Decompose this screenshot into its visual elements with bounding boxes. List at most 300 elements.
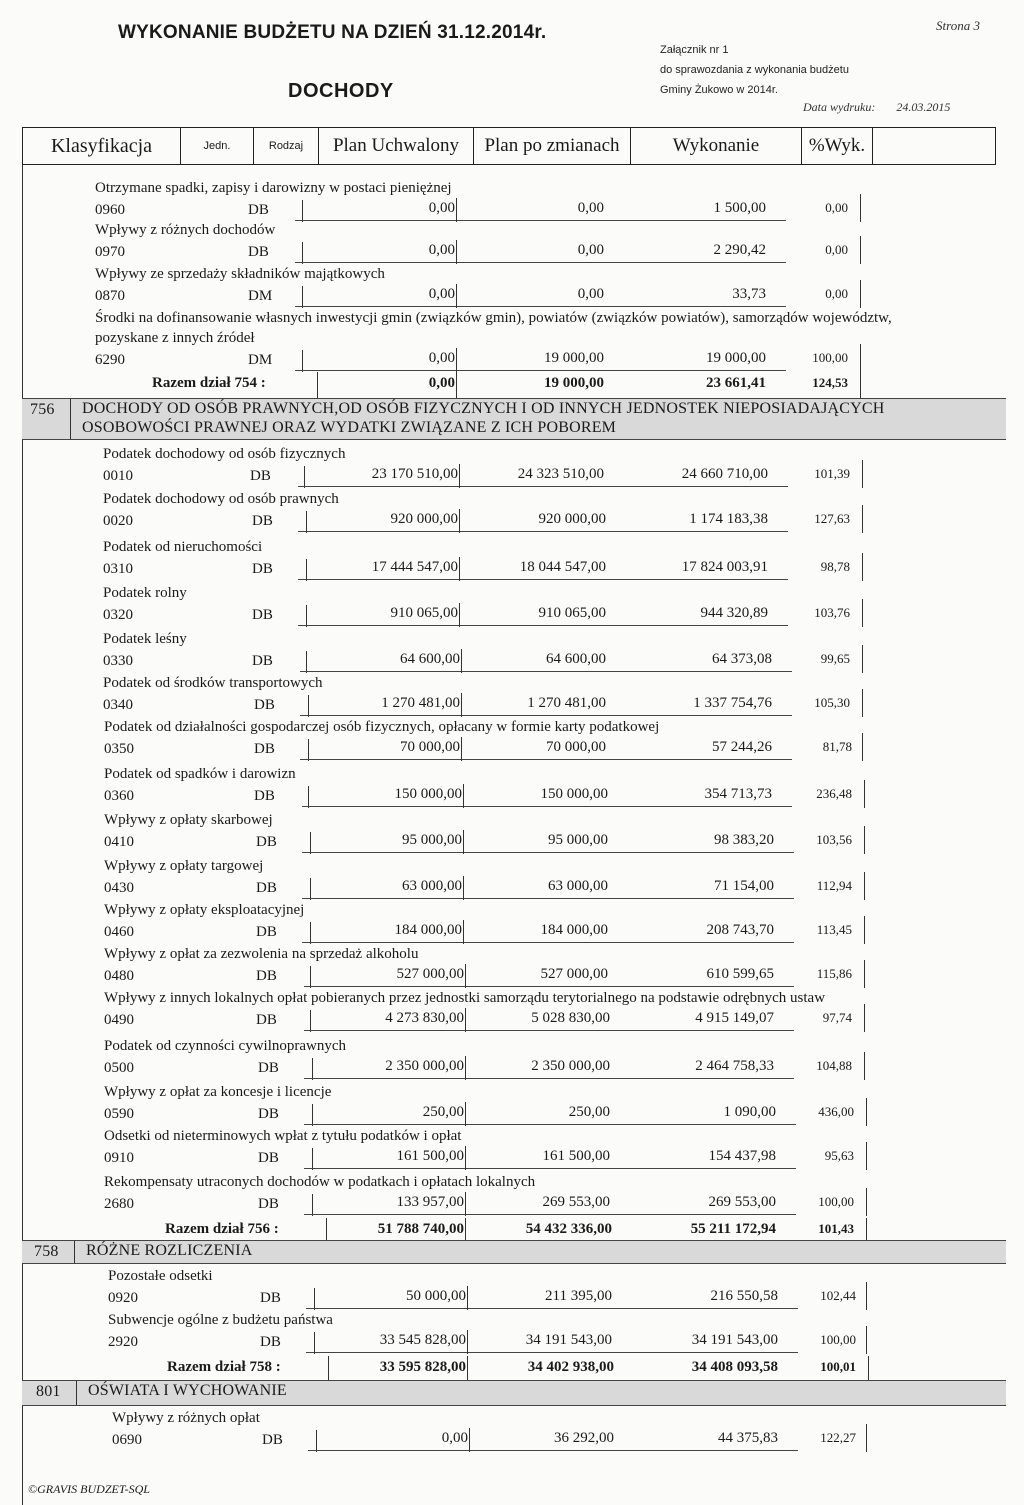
row-percent: 112,94 xyxy=(816,878,852,893)
row-description: Wpływy z opłaty eksploatacyjnej xyxy=(104,902,305,918)
row-percent: 0,00 xyxy=(825,242,848,257)
col-klasyfikacja: Klasyfikacja xyxy=(23,128,181,164)
row-underline xyxy=(300,715,792,716)
column-divider xyxy=(467,1286,468,1310)
row-underline xyxy=(302,942,794,943)
row-plan-modified: 24 323 510,00 xyxy=(517,466,604,482)
row-kind: DM xyxy=(248,352,273,368)
table-row xyxy=(0,585,1024,631)
total-label: Razem dział 756 : xyxy=(165,1221,279,1237)
table-row xyxy=(0,766,1024,812)
row-percent: 0,00 xyxy=(825,200,848,215)
row-execution: 98 383,20 xyxy=(714,832,774,848)
section-number: 758 xyxy=(34,1243,59,1260)
footer-software: ©GRAVIS BUDZET-SQL xyxy=(28,1482,150,1496)
row-description: Wpływy z opłaty targowej xyxy=(104,858,264,874)
row-kind: DM xyxy=(248,288,273,304)
print-date-value: 24.03.2015 xyxy=(896,100,951,114)
row-kind: DB xyxy=(258,1150,279,1166)
column-divider xyxy=(465,964,466,988)
table-row xyxy=(0,719,1024,765)
row-description: Podatek dochodowy od osób prawnych xyxy=(103,491,339,507)
row-plan-modified: 910 065,00 xyxy=(538,605,606,621)
total-execution: 23 661,41 xyxy=(706,375,766,391)
row-plan: 150 000,00 xyxy=(394,786,462,802)
row-description: Wpływy z różnych dochodów xyxy=(95,222,276,238)
column-divider xyxy=(314,1288,315,1310)
row-execution: 944 320,89 xyxy=(700,605,768,621)
row-percent: 99,65 xyxy=(820,651,850,666)
row-percent: 105,30 xyxy=(814,695,850,710)
total-percent: 100,01 xyxy=(820,1359,856,1374)
row-underline xyxy=(300,759,792,760)
row-underline xyxy=(302,898,794,899)
row-kind: DB xyxy=(256,968,277,984)
col-wykonanie: Wykonanie xyxy=(631,128,802,164)
table-row xyxy=(0,902,1024,948)
column-divider xyxy=(312,1058,313,1080)
column-divider xyxy=(456,198,457,222)
row-description: Otrzymane spadki, zapisy i darowizny w postaci pieniężnej xyxy=(95,180,452,196)
column-divider xyxy=(459,603,460,627)
row-code: 0590 xyxy=(104,1106,134,1122)
row-code: 0340 xyxy=(103,697,133,713)
row-plan-modified: 0,00 xyxy=(577,200,604,216)
row-description: Wpływy z opłat za zezwolenia na sprzedaż alkoholu xyxy=(104,946,419,962)
row-code: 0310 xyxy=(103,561,133,577)
row-plan-modified: 95 000,00 xyxy=(548,832,608,848)
section-header xyxy=(22,1380,1006,1406)
row-underline xyxy=(295,370,786,371)
row-code: 0410 xyxy=(104,834,134,850)
row-description: Subwencje ogólne z budżetu państwa xyxy=(108,1312,333,1328)
table-row xyxy=(0,946,1024,992)
total-label: Razem dział 758 : xyxy=(167,1359,281,1375)
row-underline xyxy=(295,306,786,307)
row-plan: 70 000,00 xyxy=(400,739,460,755)
row-plan-modified: 0,00 xyxy=(577,286,604,302)
row-underline xyxy=(306,1308,798,1309)
table-row xyxy=(0,990,1024,1036)
row-kind: DB xyxy=(256,834,277,850)
column-divider xyxy=(465,1056,466,1080)
column-divider xyxy=(459,557,460,581)
row-underline xyxy=(304,1124,796,1125)
row-kind: DB xyxy=(256,880,277,896)
row-plan: 64 600,00 xyxy=(400,651,460,667)
column-divider xyxy=(467,1330,468,1354)
column-divider xyxy=(308,739,309,761)
table-row xyxy=(0,858,1024,904)
row-plan-modified: 2 350 000,00 xyxy=(531,1058,610,1074)
total-plan-modified: 34 402 938,00 xyxy=(527,1359,614,1375)
row-execution: 24 660 710,00 xyxy=(681,466,768,482)
row-plan-modified: 184 000,00 xyxy=(540,922,608,938)
column-divider xyxy=(465,1192,466,1216)
row-code: 0330 xyxy=(103,653,133,669)
print-date-label: Data wydruku: xyxy=(803,100,876,114)
row-plan: 0,00 xyxy=(428,242,455,258)
column-divider xyxy=(312,1104,313,1126)
row-kind: DB xyxy=(260,1290,281,1306)
row-plan-modified: 63 000,00 xyxy=(548,878,608,894)
row-execution: 71 154,00 xyxy=(714,878,774,894)
table-row xyxy=(0,1312,1024,1358)
row-percent: 127,63 xyxy=(814,511,850,526)
document-title: WYKONANIE BUDŻETU NA DZIEŃ 31.12.2014r. xyxy=(118,22,547,43)
row-description: Odsetki od nieterminowych wpłat z tytułu podatków i opłat xyxy=(104,1128,462,1144)
column-divider xyxy=(302,200,303,222)
column-divider xyxy=(860,280,861,308)
table-row xyxy=(0,812,1024,858)
row-plan-modified: 0,00 xyxy=(577,242,604,258)
column-divider xyxy=(860,344,861,372)
total-plan-modified: 54 432 336,00 xyxy=(525,1221,612,1237)
column-divider xyxy=(862,553,863,581)
col-pct: %Wyk. xyxy=(802,128,873,164)
row-underline xyxy=(304,1078,794,1079)
row-plan: 0,00 xyxy=(428,286,455,302)
section-divider xyxy=(70,399,71,439)
total-plan-modified: 19 000,00 xyxy=(544,375,604,391)
column-divider xyxy=(459,509,460,533)
column-divider xyxy=(302,242,303,264)
row-underline xyxy=(306,1352,798,1353)
table-row xyxy=(0,631,1024,677)
annex-line-3: Gminy Żukowo w 2014r. xyxy=(660,84,778,96)
row-underline xyxy=(298,579,788,580)
section-title: OŚWIATA I WYCHOWANIE xyxy=(88,1382,287,1399)
column-divider xyxy=(864,780,865,808)
total-percent: 101,43 xyxy=(818,1221,854,1236)
row-plan-modified: 250,00 xyxy=(568,1104,610,1120)
row-code: 0910 xyxy=(104,1150,134,1166)
row-execution: 269 553,00 xyxy=(708,1194,776,1210)
table-row xyxy=(0,491,1024,537)
row-plan-modified: 36 292,00 xyxy=(554,1430,614,1446)
section-header xyxy=(22,398,1006,440)
row-plan-modified: 5 028 830,00 xyxy=(531,1010,610,1026)
row-percent: 100,00 xyxy=(812,350,848,365)
section-title-cont: OSOBOWOŚCI PRAWNEJ ORAZ WYDATKI ZWIĄZANE Z ICH POBOREM xyxy=(82,419,617,436)
row-plan-modified: 70 000,00 xyxy=(546,739,606,755)
row-execution: 1 174 183,38 xyxy=(689,511,768,527)
row-percent: 100,00 xyxy=(818,1194,854,1209)
column-divider xyxy=(860,372,861,398)
total-plan: 0,00 xyxy=(428,375,455,391)
table-row xyxy=(0,675,1024,721)
row-plan-modified: 18 044 547,00 xyxy=(519,559,606,575)
row-plan-modified: 527 000,00 xyxy=(540,966,608,982)
print-date xyxy=(803,100,950,115)
row-code: 0500 xyxy=(104,1060,134,1076)
row-code: 0320 xyxy=(103,607,133,623)
row-execution: 2 290,42 xyxy=(713,242,766,258)
row-underline xyxy=(298,531,788,532)
row-plan-modified: 150 000,00 xyxy=(540,786,608,802)
row-plan: 50 000,00 xyxy=(406,1288,466,1304)
column-divider xyxy=(862,505,863,533)
column-divider xyxy=(866,1326,867,1354)
row-plan: 95 000,00 xyxy=(402,832,462,848)
column-divider xyxy=(461,693,462,717)
row-percent: 103,56 xyxy=(816,832,852,847)
row-execution: 57 244,26 xyxy=(712,739,772,755)
col-plan-uchwalony: Plan Uchwalony xyxy=(319,128,474,164)
table-row xyxy=(0,1038,1024,1084)
row-kind: DB xyxy=(256,924,277,940)
row-plan-modified: 1 270 481,00 xyxy=(527,695,606,711)
column-divider xyxy=(866,1098,867,1126)
column-divider xyxy=(463,876,464,900)
row-code: 0360 xyxy=(104,788,134,804)
total-plan: 51 788 740,00 xyxy=(377,1221,464,1237)
table-row xyxy=(0,1410,1024,1456)
row-execution: 208 743,70 xyxy=(706,922,774,938)
column-divider xyxy=(866,1188,867,1216)
row-percent: 97,74 xyxy=(822,1010,852,1025)
column-divider xyxy=(310,878,311,900)
row-description: Wpływy z opłat za koncesje i licencje xyxy=(104,1084,332,1100)
table-row xyxy=(0,266,1024,312)
row-execution: 2 464 758,33 xyxy=(695,1058,774,1074)
column-divider xyxy=(469,1428,470,1452)
row-percent: 81,78 xyxy=(822,739,852,754)
column-divider xyxy=(465,1102,466,1126)
column-divider xyxy=(864,1052,865,1080)
column-divider xyxy=(465,1008,466,1032)
row-underline xyxy=(304,1214,796,1215)
row-plan: 63 000,00 xyxy=(402,878,462,894)
total-percent: 124,53 xyxy=(812,375,848,390)
column-divider xyxy=(456,240,457,264)
row-execution: 19 000,00 xyxy=(706,350,766,366)
row-code: 0020 xyxy=(103,513,133,529)
row-underline xyxy=(300,671,792,672)
section-divider xyxy=(74,1241,75,1263)
row-code: 0870 xyxy=(95,288,125,304)
row-execution: 44 375,83 xyxy=(718,1430,778,1446)
row-underline xyxy=(298,486,788,487)
row-kind: DB xyxy=(256,1012,277,1028)
row-plan: 250,00 xyxy=(422,1104,464,1120)
column-divider xyxy=(306,605,307,627)
column-divider xyxy=(456,348,457,372)
row-description: Podatek od działalności gospodarczej osób fizycznych, opłacany w formie karty podatkowej xyxy=(104,719,660,735)
document-subtitle: DOCHODY xyxy=(288,80,394,102)
column-divider xyxy=(302,350,303,372)
row-plan: 0,00 xyxy=(428,350,455,366)
row-kind: DB xyxy=(250,468,271,484)
column-divider xyxy=(306,651,307,673)
table-row xyxy=(0,1128,1024,1174)
column-divider xyxy=(864,1004,865,1032)
row-underline xyxy=(295,220,786,221)
row-execution: 64 373,08 xyxy=(712,651,772,667)
row-code: 0960 xyxy=(95,202,125,218)
column-divider xyxy=(456,372,457,398)
section-header xyxy=(22,1240,1006,1264)
column-divider xyxy=(328,1356,329,1382)
row-description: Podatek od spadków i darowizn xyxy=(104,766,296,782)
row-kind: DB xyxy=(248,244,269,260)
column-divider xyxy=(862,599,863,627)
column-divider xyxy=(316,1430,317,1452)
row-description: Wpływy ze sprzedaży składników majątkowych xyxy=(95,266,385,282)
column-divider xyxy=(862,689,863,717)
column-divider xyxy=(310,922,311,944)
row-kind: DB xyxy=(252,607,273,623)
column-divider xyxy=(306,511,307,533)
table-row xyxy=(0,1268,1024,1314)
total-plan: 33 595 828,00 xyxy=(379,1359,466,1375)
annex-line-1: Załącznik nr 1 xyxy=(660,44,729,56)
row-code: 0460 xyxy=(104,924,134,940)
row-execution: 4 915 149,07 xyxy=(695,1010,774,1026)
section-title: DOCHODY OD OSÓB PRAWNYCH,OD OSÓB FIZYCZNYCH I OD INNYCH JEDNOSTEK NIEPOSIADAJĄCYCH xyxy=(82,400,885,417)
row-description: Podatek od środków transportowych xyxy=(103,675,323,691)
row-description: Pozostałe odsetki xyxy=(108,1268,213,1284)
row-kind: DB xyxy=(252,513,273,529)
row-plan-modified: 19 000,00 xyxy=(544,350,604,366)
row-kind: DB xyxy=(254,788,275,804)
row-description: Podatek rolny xyxy=(103,585,187,601)
total-row xyxy=(22,1356,996,1383)
row-execution: 154 437,98 xyxy=(708,1148,776,1164)
table-row xyxy=(0,222,1024,268)
row-underline xyxy=(304,1168,796,1169)
row-code: 0690 xyxy=(112,1432,142,1448)
row-plan: 0,00 xyxy=(441,1430,468,1446)
row-description: Wpływy z opłaty skarbowej xyxy=(104,812,273,828)
col-plan-po-zmianach: Plan po zmianach xyxy=(474,128,631,164)
column-divider xyxy=(317,372,318,398)
column-divider xyxy=(463,830,464,854)
column-divider xyxy=(465,1146,466,1170)
row-code: 0920 xyxy=(108,1290,138,1306)
row-code: 0010 xyxy=(103,468,133,484)
row-percent: 101,39 xyxy=(814,466,850,481)
column-divider xyxy=(864,872,865,900)
column-divider xyxy=(308,786,309,808)
section-divider xyxy=(76,1381,77,1405)
row-code: 0430 xyxy=(104,880,134,896)
column-divider xyxy=(314,1332,315,1354)
row-underline xyxy=(304,1030,794,1031)
row-percent: 115,86 xyxy=(816,966,852,981)
row-plan: 1 270 481,00 xyxy=(381,695,460,711)
row-description: Wpływy z różnych opłat xyxy=(112,1410,260,1426)
row-kind: DB xyxy=(258,1060,279,1076)
row-code: 0480 xyxy=(104,968,134,984)
row-plan: 133 957,00 xyxy=(396,1194,464,1210)
row-description: Podatek od czynności cywilnoprawnych xyxy=(104,1038,347,1054)
row-kind: DB xyxy=(254,697,275,713)
row-code: 6290 xyxy=(95,352,125,368)
column-divider xyxy=(304,466,305,488)
column-divider xyxy=(866,1282,867,1310)
row-underline xyxy=(298,625,788,626)
column-divider xyxy=(864,960,865,988)
table-row xyxy=(0,180,1024,226)
row-percent: 0,00 xyxy=(825,286,848,301)
row-description: Podatek leśny xyxy=(103,631,187,647)
total-execution: 55 211 172,94 xyxy=(690,1221,776,1237)
column-divider xyxy=(860,194,861,222)
column-divider xyxy=(306,559,307,581)
row-percent: 236,48 xyxy=(816,786,852,801)
section-number: 801 xyxy=(36,1383,61,1400)
annex-line-2: do sprawozdania z wykonania budżetu xyxy=(660,64,849,76)
row-underline xyxy=(302,806,792,807)
row-percent: 102,44 xyxy=(820,1288,856,1303)
row-plan: 0,00 xyxy=(428,200,455,216)
row-execution: 216 550,58 xyxy=(710,1288,778,1304)
column-divider xyxy=(862,733,863,761)
row-description-cont: pozyskane z innych źródeł xyxy=(95,330,255,346)
row-code: 2680 xyxy=(104,1196,134,1212)
row-plan: 910 065,00 xyxy=(390,605,458,621)
row-percent: 104,88 xyxy=(816,1058,852,1073)
row-code: 0350 xyxy=(104,741,134,757)
row-plan-modified: 920 000,00 xyxy=(538,511,606,527)
row-execution: 1 500,00 xyxy=(713,200,766,216)
col-rodzaj: Rodzaj xyxy=(254,128,319,164)
total-label: Razem dział 754 : xyxy=(152,375,266,391)
column-divider xyxy=(461,649,462,673)
row-execution: 34 191 543,00 xyxy=(691,1332,778,1348)
row-percent: 436,00 xyxy=(818,1104,854,1119)
table-row xyxy=(0,446,1024,492)
column-divider xyxy=(463,784,464,808)
row-percent: 113,45 xyxy=(816,922,852,937)
row-plan: 527 000,00 xyxy=(396,966,464,982)
row-code: 0970 xyxy=(95,244,125,260)
column-divider xyxy=(860,236,861,264)
row-underline xyxy=(295,262,786,263)
row-description: Podatek dochodowy od osób fizycznych xyxy=(103,446,346,462)
row-percent: 95,63 xyxy=(824,1148,854,1163)
row-plan-modified: 269 553,00 xyxy=(542,1194,610,1210)
column-divider xyxy=(866,1142,867,1170)
row-description: Wpływy z innych lokalnych opłat pobieranych przez jednostki samorządu terytorialnego na podstawie odrębnych ustaw xyxy=(104,990,826,1006)
row-execution: 17 824 003,91 xyxy=(681,559,768,575)
table-header xyxy=(22,127,996,165)
row-plan: 920 000,00 xyxy=(390,511,458,527)
row-description: Podatek od nieruchomości xyxy=(103,539,263,555)
column-divider xyxy=(864,826,865,854)
column-divider xyxy=(312,1194,313,1216)
row-plan: 2 350 000,00 xyxy=(385,1058,464,1074)
column-divider xyxy=(866,1424,867,1452)
table-row xyxy=(0,1084,1024,1130)
row-execution: 1 337 754,76 xyxy=(693,695,772,711)
table-row xyxy=(0,1174,1024,1220)
row-percent: 100,00 xyxy=(820,1332,856,1347)
row-plan: 17 444 547,00 xyxy=(371,559,458,575)
column-divider xyxy=(308,695,309,717)
page-number: Strona 3 xyxy=(936,18,980,33)
section-number: 756 xyxy=(30,401,55,418)
row-execution: 610 599,65 xyxy=(706,966,774,982)
column-divider xyxy=(868,1356,869,1382)
column-divider xyxy=(864,916,865,944)
total-execution: 34 408 093,58 xyxy=(691,1359,778,1375)
column-divider xyxy=(461,737,462,761)
row-plan-modified: 211 395,00 xyxy=(545,1288,612,1304)
row-execution: 354 713,73 xyxy=(704,786,772,802)
col-jedn: Jedn. xyxy=(181,128,254,164)
